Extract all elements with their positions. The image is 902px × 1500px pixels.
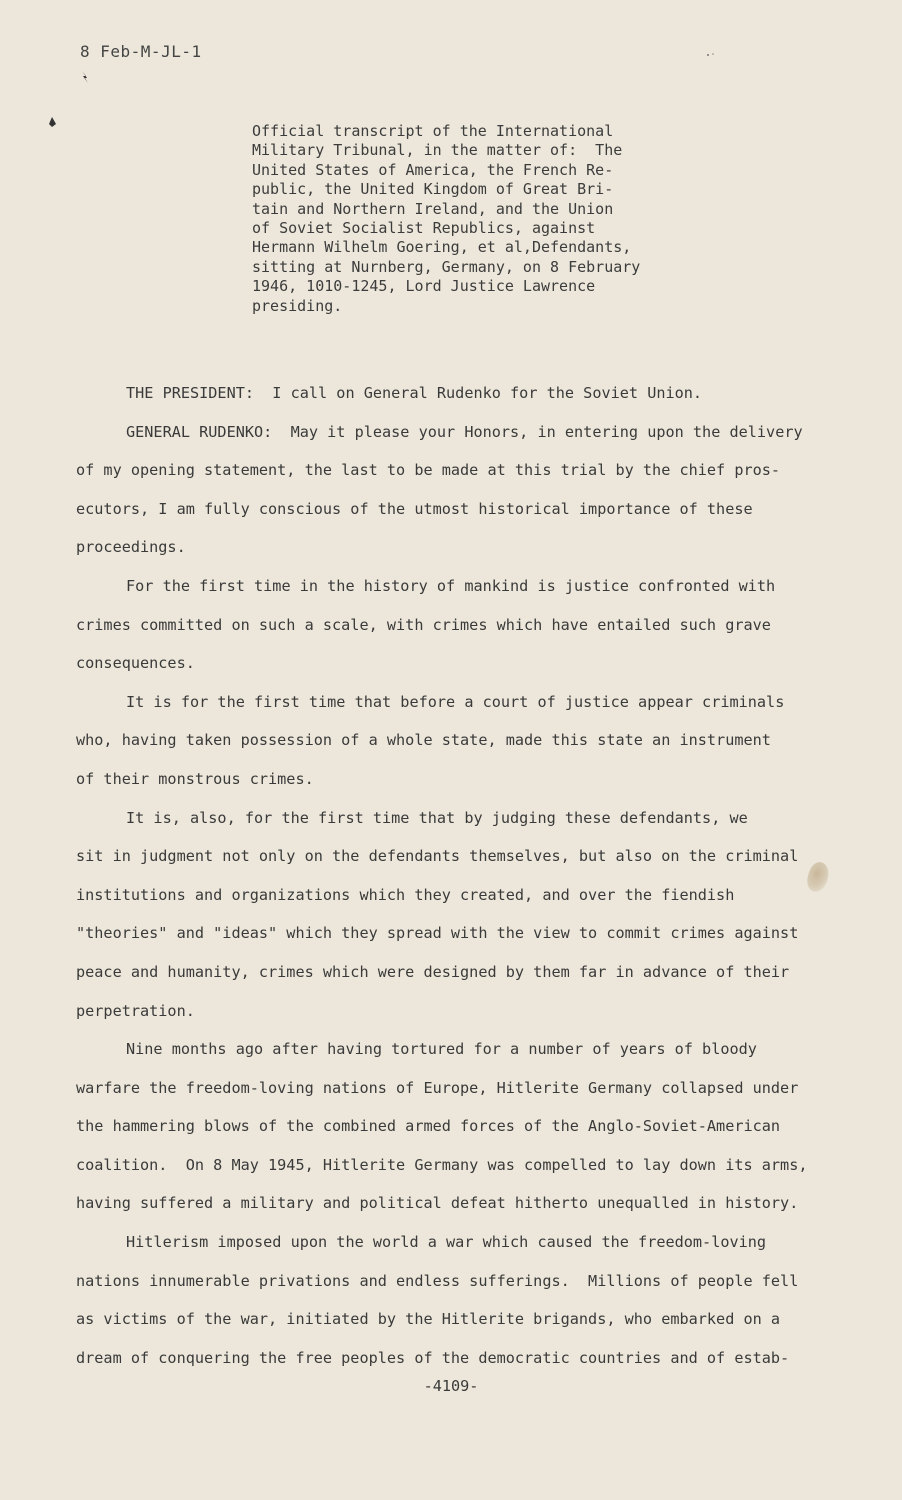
body-line: warfare the freedom-loving nations of Europe, Hitlerite Germany collapsed under: [76, 1078, 799, 1097]
stray-mark-icon: [705, 52, 717, 58]
body-line: ecutors, I am fully conscious of the utmost historical importance of these: [76, 499, 753, 518]
body-line: For the first time in the history of mankind is justice confronted with: [126, 576, 776, 595]
caption-line: sitting at Nurnberg, Germany, on 8 February: [252, 257, 641, 276]
body-line: sit in judgment not only on the defendants themselves, but also on the criminal: [76, 847, 799, 866]
transcript-body: [76, 374, 846, 1377]
caption-line: Military Tribunal, in the matter of: The: [252, 141, 623, 160]
caption-line: of Soviet Socialist Republics, against: [252, 219, 596, 238]
body-line: dream of conquering the free peoples of the democratic countries and of estab-: [76, 1348, 790, 1367]
body-line: of my opening statement, the last to be made at this trial by the chief pros-: [76, 461, 781, 480]
body-line: GENERAL RUDENKO: May it please your Honors, in entering upon the delivery: [126, 422, 803, 441]
body-line: consequences.: [76, 654, 195, 673]
document-code: 8 Feb-M-JL-1: [80, 42, 202, 61]
body-line: the hammering blows of the combined armed forces of the Anglo-Soviet-American: [76, 1117, 781, 1136]
caption-line: Official transcript of the International: [252, 122, 614, 140]
caption-line: 1946, 1010-1245, Lord Justice Lawrence: [252, 277, 596, 296]
body-line: It is, also, for the first time that by judging these defendants, we: [126, 808, 748, 827]
body-line: THE PRESIDENT: I call on General Rudenko for the Soviet Union.: [126, 384, 703, 402]
arrow-mark-icon: [80, 70, 90, 84]
transcript-caption: [252, 122, 692, 316]
body-line: perpetration.: [76, 1001, 195, 1020]
body-line: It is for the first time that before a court of justice appear criminals: [126, 692, 785, 711]
body-line: Hitlerism imposed upon the world a war which caused the freedom-loving: [126, 1233, 767, 1252]
body-line: proceedings.: [76, 538, 186, 557]
caption-line: presiding.: [252, 296, 343, 315]
body-line: nations innumerable privations and endless sufferings. Millions of people fell: [76, 1271, 799, 1290]
body-line: as victims of the war, initiated by the Hitlerite brigands, who embarked on a: [76, 1310, 781, 1329]
caption-line: public, the United Kingdom of Great Bri-: [252, 180, 614, 199]
body-line: "theories" and "ideas" which they spread with the view to commit crimes against: [76, 924, 799, 943]
body-line: peace and humanity, crimes which were designed by them far in advance of their: [76, 962, 790, 981]
page-number: -4109-: [423, 1377, 479, 1395]
body-line: coalition. On 8 May 1945, Hitlerite Germany was compelled to lay down its arms,: [76, 1155, 808, 1174]
body-line: having suffered a military and political defeat hitherto unequalled in history.: [76, 1194, 799, 1213]
caption-line: United States of America, the French Re-: [252, 160, 614, 179]
body-line: institutions and organizations which they created, and over the fiendish: [76, 885, 735, 904]
body-line: Nine months ago after having tortured for a number of years of bloody: [126, 1040, 757, 1059]
body-line: crimes committed on such a scale, with crimes which have entailed such grave: [76, 615, 771, 634]
caption-line: tain and Northern Ireland, and the Union: [252, 199, 614, 218]
body-line: who, having taken possession of a whole state, made this state an instrument: [76, 731, 771, 750]
caption-line: Hermann Wilhelm Goering, et al,Defendants,: [252, 238, 632, 257]
body-line: of their monstrous crimes.: [76, 769, 314, 788]
ink-mark-icon: [47, 116, 57, 128]
